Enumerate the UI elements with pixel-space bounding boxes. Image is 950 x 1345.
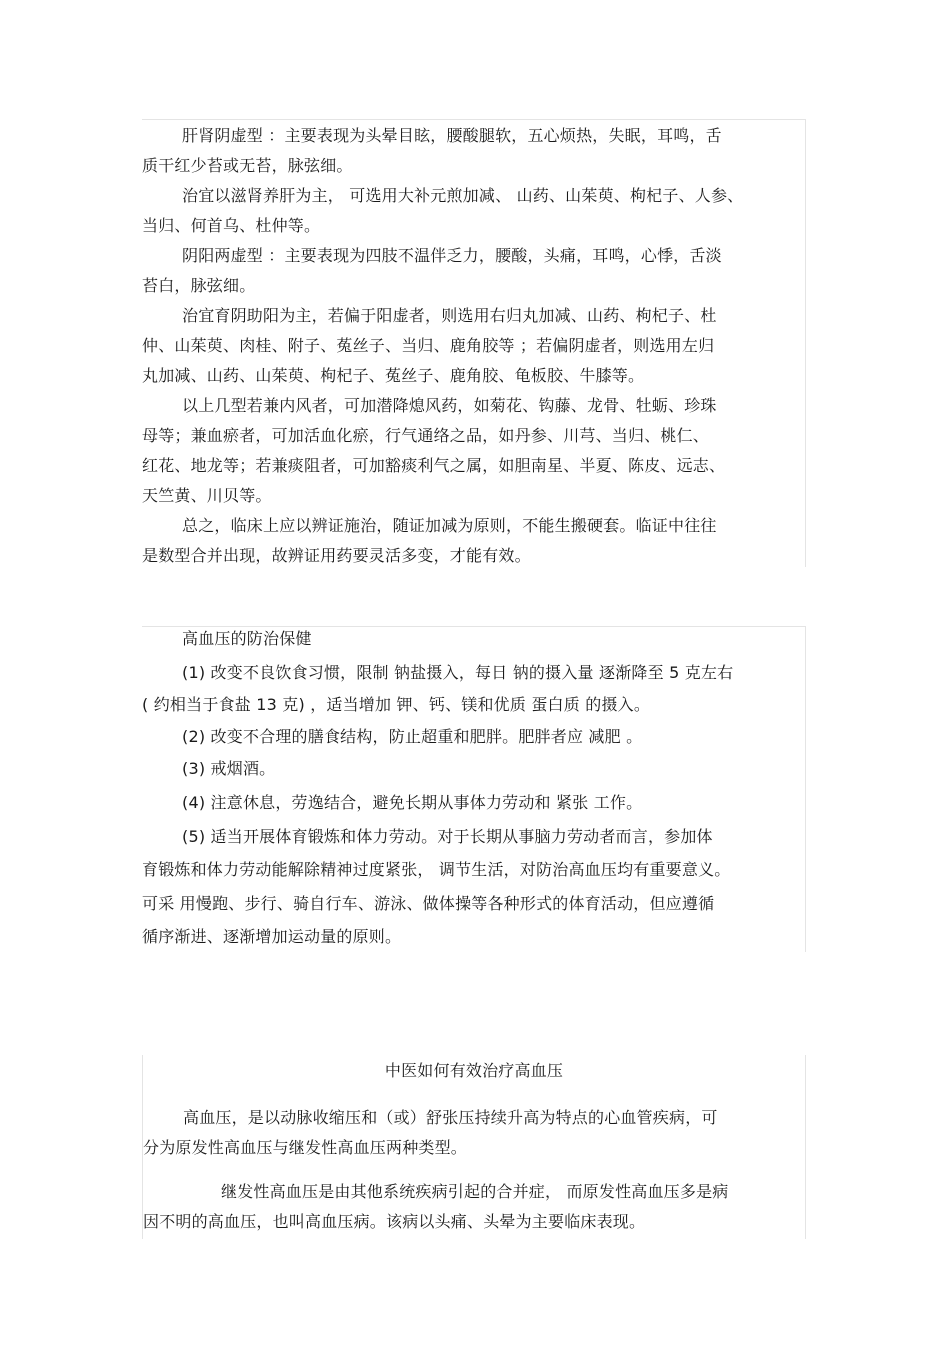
paragraph-line: ( 约相当于食盐 13 克) ，适当增加 钾、钙、镁和优质 蛋白质 的摄入。	[142, 695, 651, 714]
paragraph-line: 仲、山茱萸、肉桂、附子、菟丝子、当归、鹿角胶等 ；若偏阴虚者，则选用左归	[142, 336, 715, 355]
paragraph-line: 总之，临床上应以辨证施治，随证加减为原则，不能生搬硬套。临证中往往	[182, 516, 717, 535]
paragraph-line: (3) 戒烟酒。	[182, 759, 276, 778]
paragraph-line: 天竺黄、川贝等。	[142, 486, 272, 505]
paragraph-line: 循序渐进、逐渐增加运动量的原则。	[142, 927, 402, 946]
paragraph-line: 阴阳两虚型 ：主要表现为四肢不温伴乏力，腰酸，头痛，耳鸣，心悸，舌淡	[182, 246, 722, 265]
paragraph-line: 分为原发性高血压与继发性高血压两种类型。	[143, 1138, 468, 1157]
paragraph-line: 母等；兼血瘀者，可加活血化瘀，行气通络之品，如丹参、川芎、当归、桃仁、	[142, 426, 710, 445]
paragraph-line: (4) 注意休息，劳逸结合，避免长期从事体力劳动和 紧张 工作。	[182, 793, 643, 812]
paragraph-line: 治宜以滋肾养肝为主， 可选用大补元煎加减、 山药、山茱萸、枸杞子、人参、	[182, 186, 744, 205]
paragraph-line: 治宜育阴助阳为主，若偏于阳虚者，则选用右归丸加减、山药、枸杞子、杜	[182, 306, 717, 325]
paragraph-line: (2) 改变不合理的膳食结构，防止超重和肥胖。肥胖者应 减肥 。	[182, 727, 643, 746]
paragraph-line: (1) 改变不良饮食习惯，限制 钠盐摄入，每日 钠的摄入量 逐渐降至 5 克左右	[182, 663, 734, 682]
paragraph-line: 高血压，是以动脉收缩压和（或）舒张压持续升高为特点的心血管疾病，可	[183, 1108, 718, 1127]
paragraph-line: 丸加减、山药、山茱萸、枸杞子、菟丝子、鹿角胶、龟板胶、牛膝等。	[142, 366, 645, 385]
paragraph-line: 质干红少苔或无苔，脉弦细。	[142, 156, 353, 175]
paragraph-line: 因不明的高血压，也叫高血压病。该病以头痛、头晕为主要临床表现。	[143, 1212, 646, 1231]
section-title: 中医如何有效治疗高血压	[384, 1061, 564, 1080]
paragraph-line: 红花、地龙等；若兼痰阻者，可加豁痰利气之属，如胆南星、半夏、陈皮、远志、	[142, 456, 726, 475]
paragraph-line: 苔白，脉弦细。	[142, 276, 256, 295]
paragraph-line: 是数型合并出现，故辨证用药要灵活多变，才能有效。	[142, 546, 531, 565]
paragraph-line: 育锻炼和体力劳动能解除精神过度紧张， 调节生活，对防治高血压均有重要意义。	[142, 860, 731, 879]
paragraph-line: (5) 适当开展体育锻炼和体力劳动。对于长期从事脑力劳动者而言，参加体	[182, 827, 713, 846]
section-prevention-care	[142, 626, 806, 952]
paragraph-line: 当归、何首乌、杜仲等。	[142, 216, 321, 235]
paragraph-line: 肝肾阴虚型 ：主要表现为头晕目眩，腰酸腿软，五心烦热，失眠，耳鸣，舌	[182, 126, 722, 145]
paragraph-line: 可采 用慢跑、步行、骑自行车、游泳、做体操等各种形式的体育活动，但应遵循	[142, 894, 715, 913]
section-tcm-treatment	[142, 1055, 806, 1239]
section-tcm-syndrome-types	[142, 119, 806, 567]
paragraph-line: 以上几型若兼内风者，可加潜降熄风药，如菊花、钩藤、龙骨、牡蛎、珍珠	[182, 396, 717, 415]
paragraph-line: 继发性高血压是由其他系统疾病引起的合并症， 而原发性高血压多是病	[221, 1182, 729, 1201]
section-title: 高血压的防治保健	[182, 629, 312, 648]
